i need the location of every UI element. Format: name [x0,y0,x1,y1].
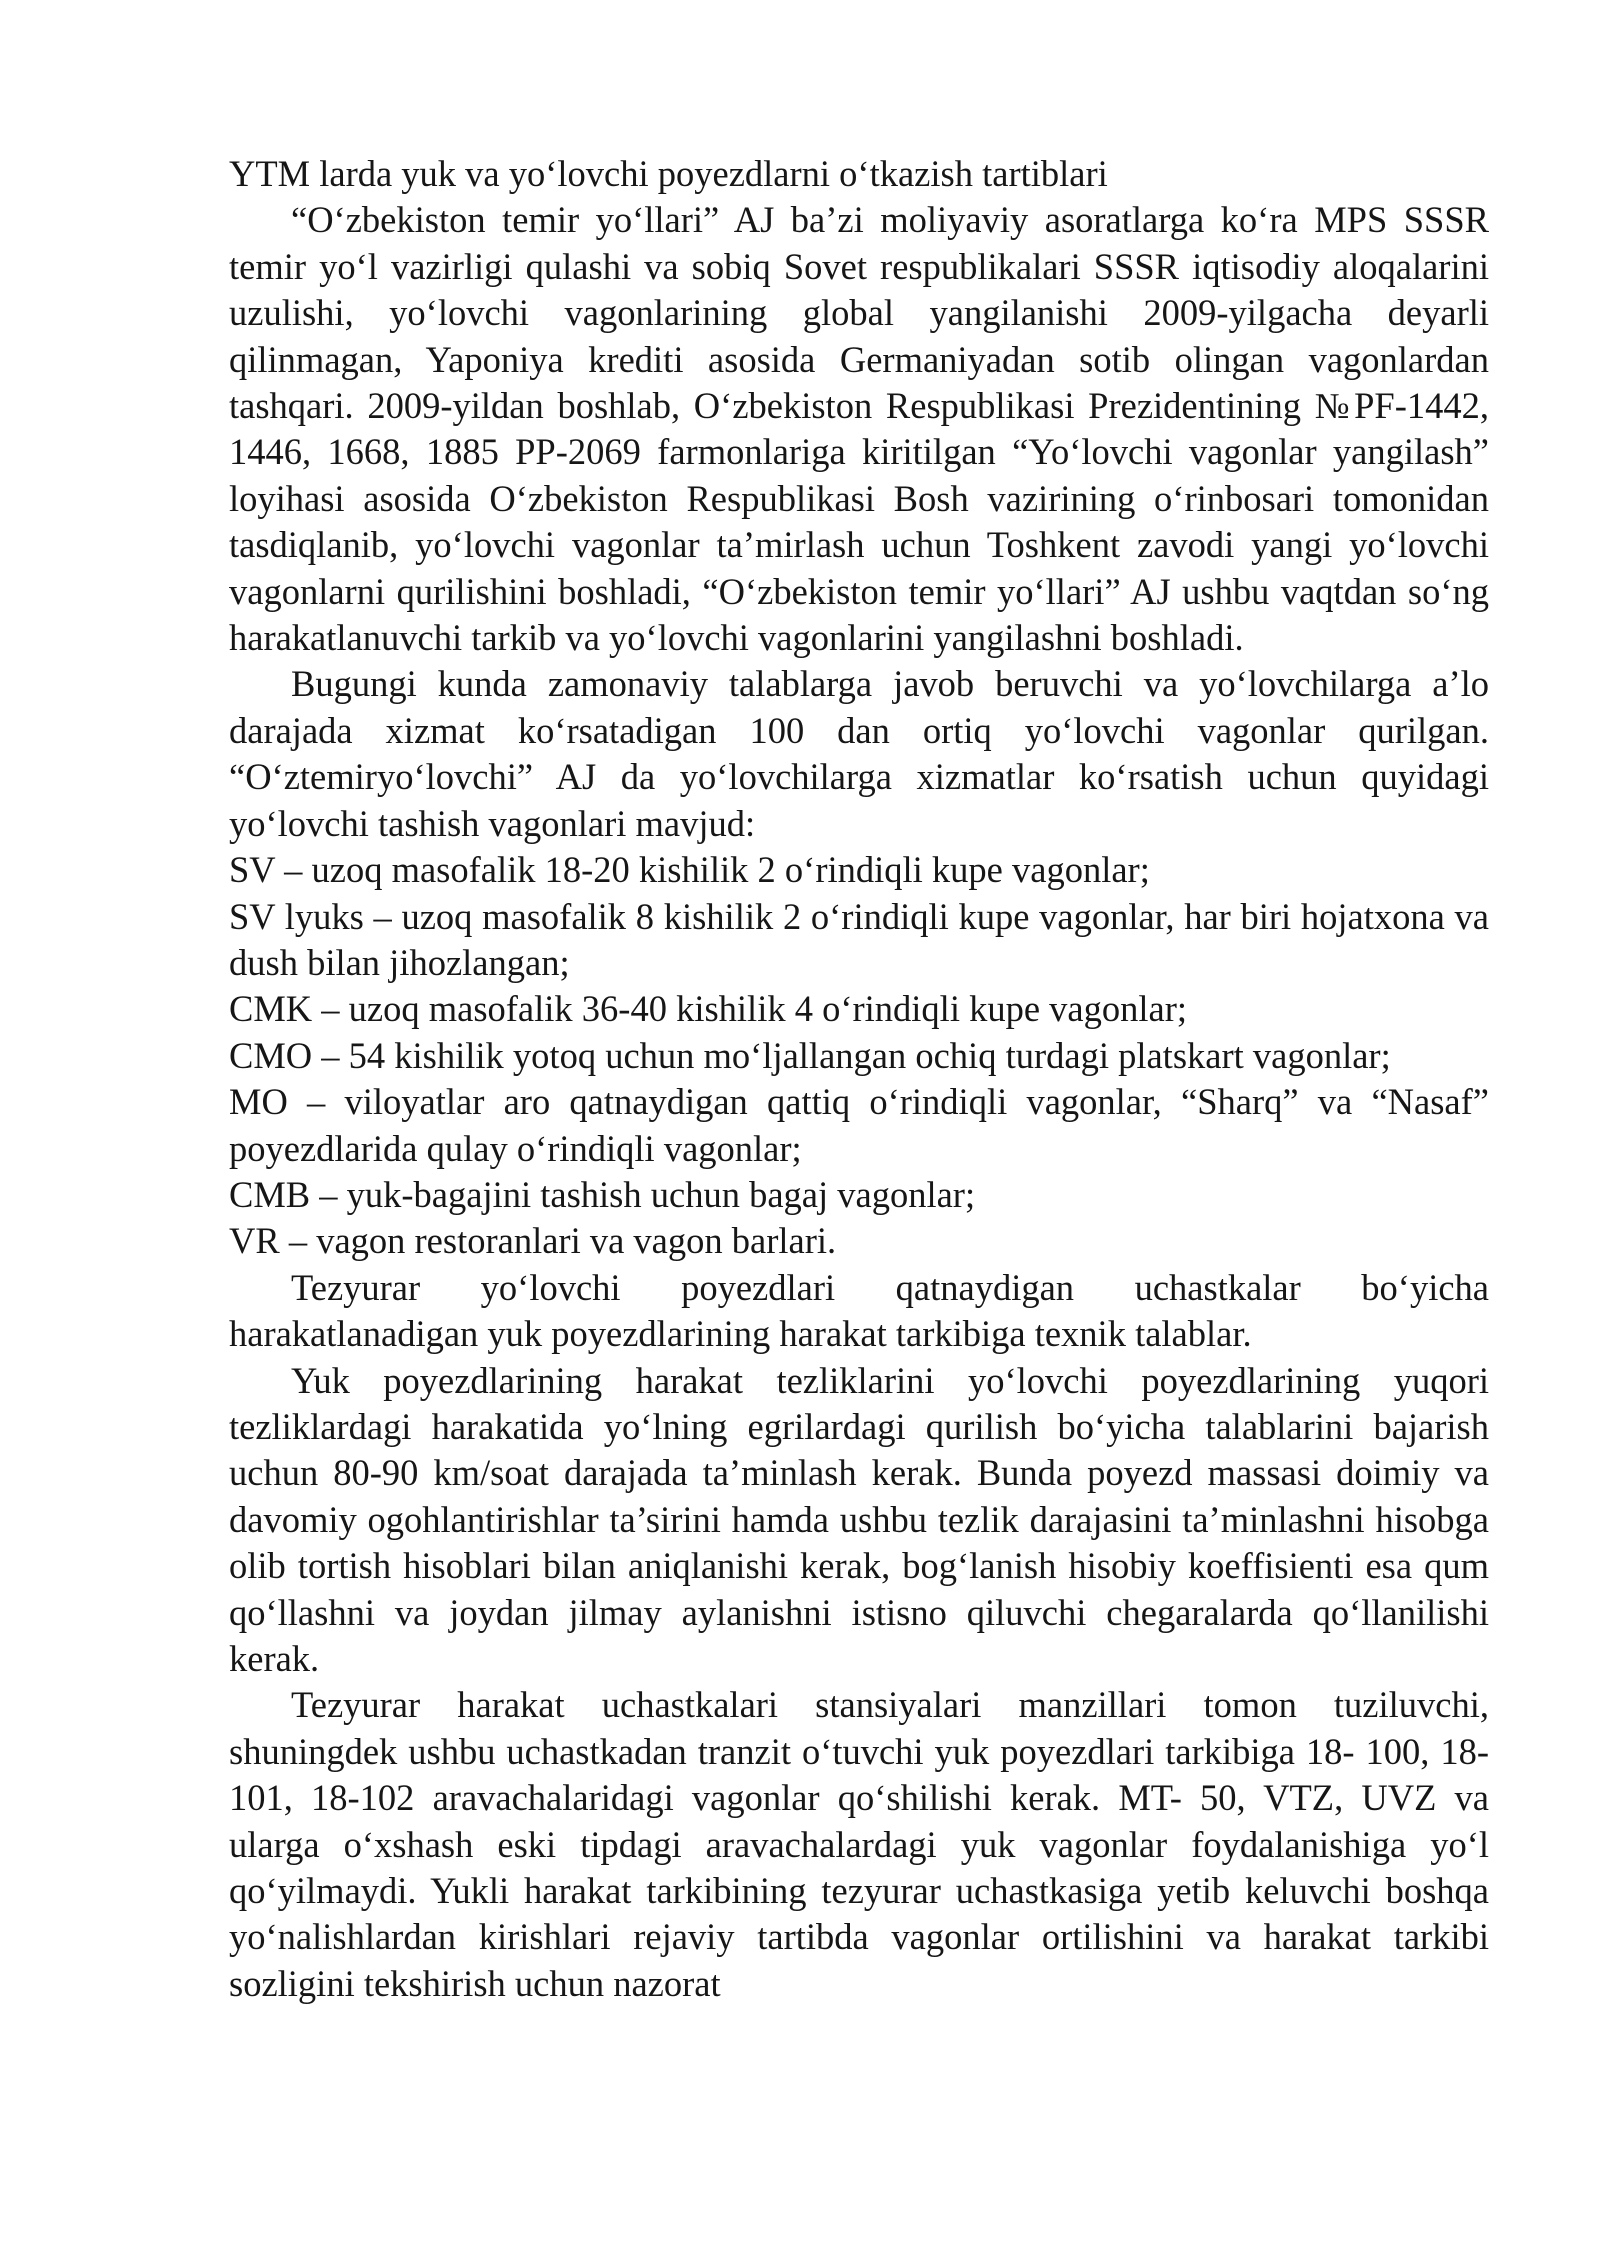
list-item-cmk: CMK – uzoq masofalik 36-40 kishilik 4 o‘rindiqli kupe vagonlar; [229,988,1188,1030]
paragraph-current-fleet: Bugungi kunda zamonaviy talablarga javob beruvchi va yo‘lovchilarga a’lo darajada xizmat ko‘rsatadigan 100 dan ortiq yo‘lovchi vagonlar qurilgan. “O‘ztemiryo‘lovchi” AJ da yo‘lovchilarga xizmatlar ko‘rsatish uchun quyidagi yo‘lovchi tashish vagonlari mavjud: [229,663,1489,844]
paragraph-technical-requirements: Tezyurar yo‘lovchi poyezdlari qatnaydigan uchastkalar bo‘yicha harakatlanadigan yuk poyezdlarining harakat tarkibiga texnik talablar. [229,1266,1489,1355]
list-item-cmb: CMB – yuk-bagajini tashish uchun bagaj vagonlar; [229,1173,976,1215]
list-item-sv-lyuks: SV lyuks – uzoq masofalik 8 kishilik 2 o‘rindiqli kupe vagonlar, har biri hojatxona va dush bilan jihozlangan; [229,895,1489,983]
paragraph-bogie-requirements: Tezyurar harakat uchastkalari stansiyalari manzillari tomon tuziluvchi, shuningdek ushbu uchastkadan tranzit o‘tuvchi yuk poyezdlari tarkibiga 18- 100, 18-101, 18-102 aravachalaridagi vagonlar qo‘shilishi kerak. MT- 50, VTZ, UVZ va ularga o‘xshash eski tipdagi aravachalardagi yuk vagonlar foydalanishiga yo‘l qo‘yilmaydi. Yukli harakat tarkibining tezyurar uchastkasiga yetib keluvchi boshqa yo‘nalishlardan kirishlari rejaviy tartibda vagonlar ortilishini va harakat tarkibi sozligini tekshirish uchun nazorat [229,1684,1489,2004]
document-page [229,151,1489,2007]
paragraph-history: “O‘zbekiston temir yo‘llari” AJ ba’zi moliyaviy asoratlarga ko‘ra MPS SSSR temir yo‘l vazirligi qulashi va sobiq Sovet respublikalari SSSR iqtisodiy aloqalarini uzulishi, yo‘lovchi vagonlarining global yangilanishi 2009-yilgacha deyarli qilinmagan, Yaponiya krediti asosida Germaniyadan sotib olingan vagonlardan tashqari. 2009-yildan boshlab, O‘zbekiston Respublikasi Prezidentining №PF-1442, 1446, 1668, 1885 PP-2069 farmonlariga kiritilgan “Yo‘lovchi vagonlar yangilash” loyihasi asosida O‘zbekiston Respublikasi Bosh vazirining o‘rinbosari tomonidan tasdiqlanib, yo‘lovchi vagonlar ta’mirlash uchun Toshkent zavodi yangi yo‘lovchi vagonlarni qurilishini boshladi, “O‘zbekiston temir yo‘llari” AJ ushbu vaqtdan so‘ng harakatlanuvchi tarkib va yo‘lovchi vagonlarini yangilashni boshladi. [229,199,1489,659]
list-item-cmo: CMO – 54 kishilik yotoq uchun mo‘ljallangan ochiq turdagi platskart vagonlar; [229,1034,1391,1076]
document-title: YTM larda yuk va yo‘lovchi poyezdlarni o‘tkazish tartiblari [229,153,1108,194]
list-item-vr: VR – vagon restoranlari va vagon barlari. [229,1220,837,1262]
paragraph-speed-requirements: Yuk poyezdlarining harakat tezliklarini yo‘lovchi poyezdlarining yuqori tezliklardagi harakatida yo‘lning egrilardagi qurilish bo‘yicha talablarini bajarish uchun 80-90 km/soat darajada ta’minlash kerak. Bunda poyezd massasi doimiy va davomiy ogohlantirishlar ta’sirini hamda ushbu tezlik darajasini ta’minlashni hisobga olib tortish hisoblari bilan aniqlanishi kerak, bog‘lanish hisobiy koeffisienti esa qum qo‘llashni va joydan jilmay aylanishni istisno qiluvchi chegaralarda qo‘llanilishi kerak. [229,1359,1489,1679]
list-item-sv: SV – uzoq masofalik 18-20 kishilik 2 o‘rindiqli kupe vagonlar; [229,849,1150,891]
list-item-mo: MO – viloyatlar aro qatnaydigan qattiq o‘rindiqli vagonlar, “Sharq” va “Nasaf” poyezdlarida qulay o‘rindiqli vagonlar; [229,1081,1489,1169]
